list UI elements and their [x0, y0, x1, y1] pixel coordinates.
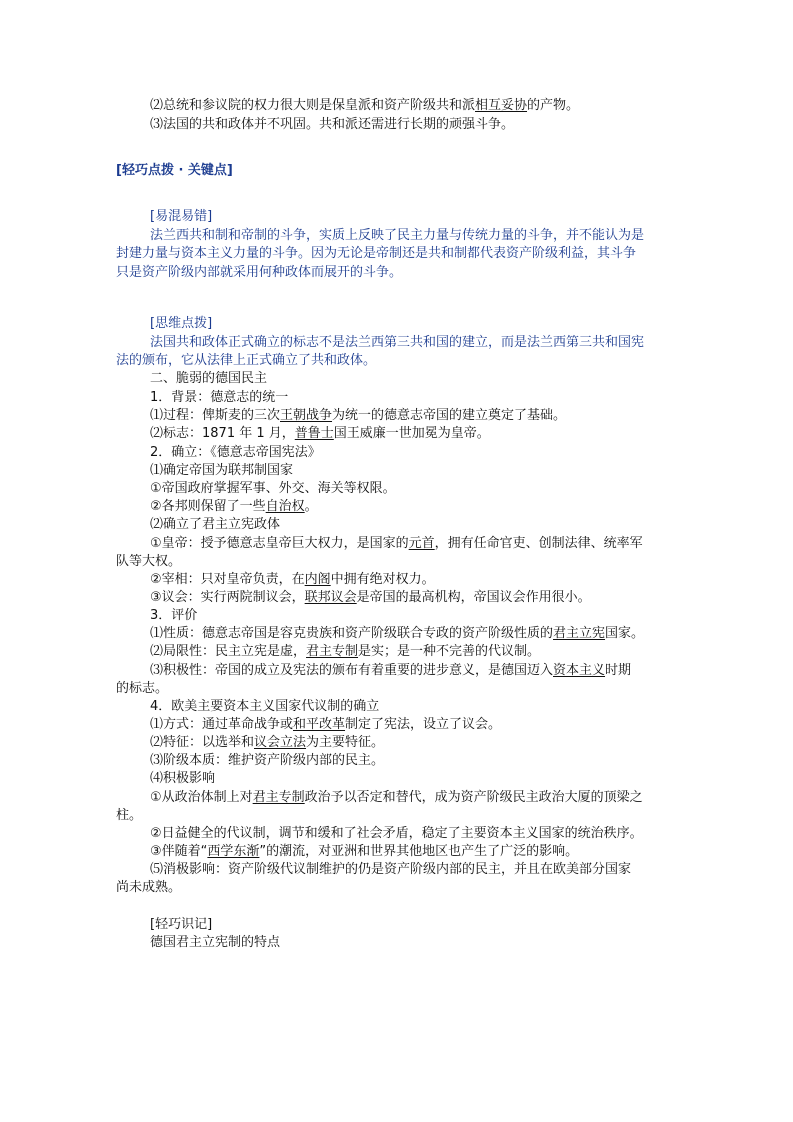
text-line: ②各邦则保留了一些自治权。 — [150, 499, 318, 514]
text-line: 法的颁布，它从法律上正式确立了共和政体。 — [116, 353, 377, 368]
text-line: ③伴随着“西学东渐”的潮流，对亚洲和世界其他地区也产生了广泛的影响。 — [150, 844, 579, 859]
section-heading: [轻巧点拨 · 关键点] — [116, 163, 233, 178]
text-line: 的标志。 — [116, 681, 169, 696]
text-line: ②日益健全的代议制，调节和缓和了社会矛盾，稳定了主要资本主义国家的统治秩序。 — [150, 826, 643, 841]
text-line: 3．评价 — [150, 608, 198, 623]
text-line: ⑸消极影响：资产阶级代议制维护的仍是资产阶级内部的民主，并且在欧美部分国家 — [150, 862, 632, 877]
text-line: 封建力量与资本主义力量的斗争。因为无论是帝制还是共和制都代表资产阶级利益，其斗争 — [116, 246, 637, 261]
text-line: ⑴确定帝国为联邦制国家 — [150, 463, 294, 478]
text-line: ⑶积极性：帝国的成立及宪法的颁布有着重要的进步意义，是德国迈入资本主义时期 — [150, 663, 632, 678]
text-line: ⑷积极影响 — [150, 771, 216, 786]
text-line: 德国君主立宪制的特点 — [150, 935, 281, 950]
text-line: 1．背景：德意志的统一 — [150, 390, 289, 405]
text-line: ①从政治体制上对君主专制政治予以否定和替代，成为资产阶级民主政治大厦的顶梁之 — [150, 790, 643, 805]
text-line: ⑵标志：1871 年 1 月，普鲁士国王威廉一世加冕为皇帝。 — [150, 426, 490, 441]
text-line: ⑵总统和参议院的权力很大则是保皇派和资产阶级共和派相互妥协的产物。 — [150, 98, 580, 113]
text-line: ①皇帝：授予德意志皇帝巨大权力，是国家的元首，拥有任命官吏、创制法律、统率军 — [150, 536, 643, 551]
text-line: ②宰相：只对皇帝负责，在内阁中拥有绝对权力。 — [150, 572, 435, 587]
text-line: ⑴方式：通过革命战争或和平改革制定了宪法，设立了议会。 — [150, 717, 502, 732]
text-line: ①帝国政府掌握军事、外交、海关等权限。 — [150, 481, 396, 496]
text-line: 法兰西共和制和帝制的斗争，实质上反映了民主力量与传统力量的斗争，并不能认为是 — [150, 228, 645, 243]
text-line: 4．欧美主要资本主义国家代议制的确立 — [150, 699, 380, 714]
text-line: ⑵确立了君主立宪政体 — [150, 517, 281, 532]
text-line: 只是资产阶级内部就采用何种政体而展开的斗争。 — [116, 265, 403, 280]
text-line: ⑵特征：以选举和议会立法为主要特征。 — [150, 735, 385, 750]
box-label: [易混易错] — [150, 209, 213, 224]
text-line: 队等大权。 — [116, 554, 182, 569]
text-line: 法国共和政体正式确立的标志不是法兰西第三共和国的建立，而是法兰西第三共和国宪 — [150, 335, 645, 350]
text-line: 柱。 — [116, 808, 143, 823]
text-line: ⑵局限性：民主立宪是虚，君主专制是实；是一种不完善的代议制。 — [150, 644, 541, 659]
text-line: ⑶法国的共和政体并不巩固。共和派还需进行长期的顽强斗争。 — [150, 117, 515, 132]
text-line: 2．确立：《德意志帝国宪法》 — [150, 445, 321, 460]
box-label: [思维点拨] — [150, 316, 213, 331]
box-label: [轻巧识记] — [150, 917, 213, 932]
text-line: ⑴过程：俾斯麦的三次王朝战争为统一的德意志帝国的建立奠定了基础。 — [150, 408, 567, 423]
text-line: 二、脆弱的德国民主 — [150, 371, 268, 386]
text-line: ⑶阶级本质：维护资产阶级内部的民主。 — [150, 753, 385, 768]
text-line: 尚未成熟。 — [116, 880, 182, 895]
text-line: ⑴性质：德意志帝国是容克贵族和资产阶级联合专政的资产阶级性质的君主立宪国家。 — [150, 626, 645, 641]
text-line: ③议会：实行两院制议会，联邦议会是帝国的最高机构，帝国议会作用很小。 — [150, 590, 591, 605]
